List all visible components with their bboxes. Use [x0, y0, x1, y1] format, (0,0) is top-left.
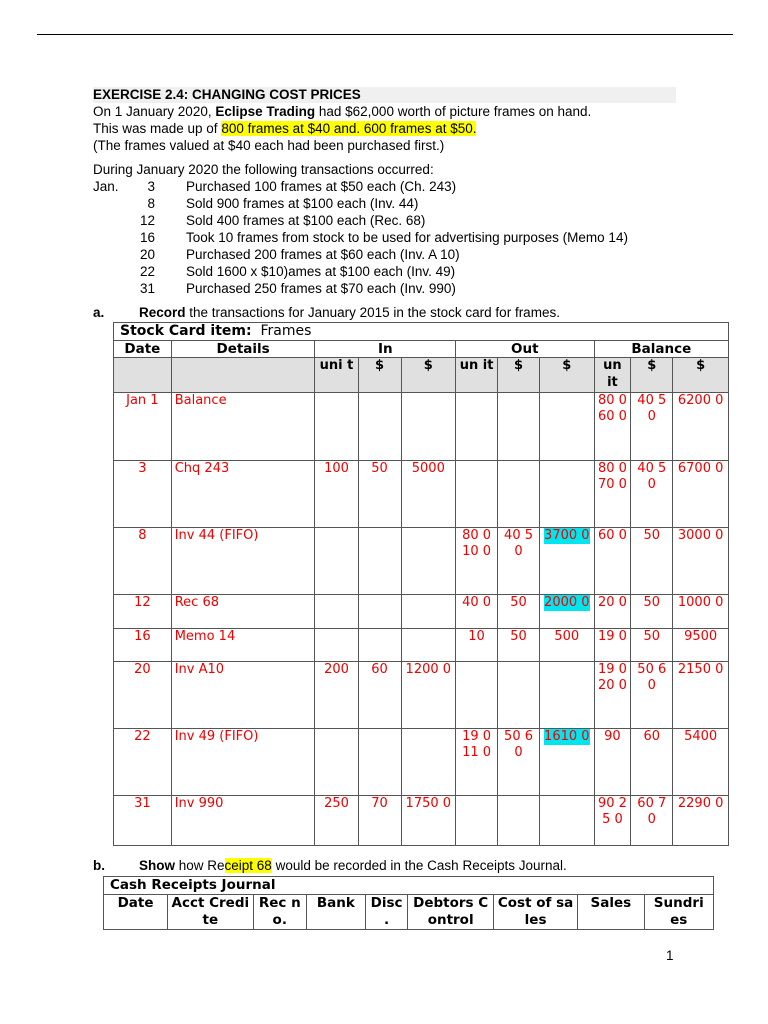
in-units-value: 100: [324, 460, 349, 476]
part-b-letter: b.: [93, 858, 105, 873]
cell-balance-price: [631, 795, 673, 845]
cell-balance-total: [673, 795, 729, 845]
transaction-text: Purchased 200 frames at $60 each (Inv. A 10): [186, 247, 460, 262]
transaction-day: 22: [139, 264, 155, 279]
cell-balance-total: [673, 527, 729, 594]
stock-card-item: [114, 323, 729, 341]
cell-date: [114, 628, 172, 661]
date-value: 16: [134, 628, 151, 644]
cell-out-price: [498, 594, 540, 628]
balance-units-value: 80 0 60 0: [597, 392, 627, 425]
journal-header-cell: Disc .: [365, 895, 408, 930]
header-balance: Balance: [594, 341, 728, 358]
item-value: Frames: [260, 323, 312, 339]
subheader-unit-balance: un it: [594, 358, 631, 393]
journal-header-row: [104, 895, 714, 930]
cell-out-price: [498, 460, 540, 527]
balance-total-value: 2150 0: [677, 661, 724, 677]
cell-out-total: [540, 460, 595, 527]
cell-out-units: [456, 527, 498, 594]
date-value: 3: [138, 460, 147, 476]
cell-in-price: [358, 460, 401, 527]
subheader-price-in: $: [358, 358, 401, 393]
balance-price-value: 40 50: [637, 460, 667, 493]
stock-card-row: [114, 661, 729, 728]
cell-out-total: [540, 728, 595, 795]
cell-balance-total: [673, 460, 729, 527]
cell-in-total: [401, 460, 456, 527]
journal-header-cell: Date: [104, 895, 168, 930]
cell-out-units: [456, 628, 498, 661]
out-price-value: 50: [510, 594, 527, 610]
intro-line-3: (The frames valued at $40 each had been purchased first.): [93, 138, 445, 153]
subheader-total-in: $: [401, 358, 456, 393]
date-value: 20: [134, 661, 151, 677]
intro-line-1: [93, 104, 591, 120]
cell-out-total: [540, 795, 595, 845]
cell-out-price: [498, 795, 540, 845]
intro-text: had $62,000 worth of picture frames on hand.: [315, 104, 592, 119]
subheader-total-balance: $: [673, 358, 729, 393]
date-value: Jan 1: [126, 392, 159, 408]
cell-in-price: [358, 728, 401, 795]
stock-card-row: [114, 594, 729, 628]
date-value: 12: [134, 594, 151, 610]
transaction-day: 3: [147, 179, 155, 194]
balance-total-value: 2290 0: [677, 795, 724, 811]
details-value: Memo 14: [174, 628, 236, 644]
cell-in-total: [401, 661, 456, 728]
cell-balance-price: [631, 728, 673, 795]
balance-total-value: 5400: [684, 728, 718, 744]
cell-in-units: [315, 728, 358, 795]
balance-price-value: 50: [643, 527, 661, 543]
in-units-value: 250: [324, 795, 349, 811]
in-total-value: 1200 0: [405, 661, 452, 677]
cell-details: [171, 392, 315, 460]
instruction-verb: Record: [139, 305, 186, 320]
cell-out-units: [456, 728, 498, 795]
subheader-unit-out: un it: [456, 358, 498, 393]
cell-details: [171, 795, 315, 845]
transactions-month: Jan.: [93, 179, 119, 194]
cell-out-units: [456, 661, 498, 728]
cell-details: [171, 460, 315, 527]
balance-total-value: 6200 0: [677, 392, 724, 408]
out-total-value: 1610 0: [544, 728, 590, 744]
cell-in-price: [358, 795, 401, 845]
cell-out-total: [540, 527, 595, 594]
out-price-value: 40 50: [504, 527, 533, 560]
cell-balance-total: [673, 661, 729, 728]
in-price-value: 60: [371, 661, 388, 677]
date-value: 22: [134, 728, 151, 744]
journal-header-cell: Debtors Control: [408, 895, 493, 930]
part-a-letter: a.: [93, 305, 105, 320]
highlighted-text: 800 frames at $40 and. 600 frames at $50.: [221, 121, 477, 136]
in-units-value: 200: [324, 661, 349, 677]
transaction-day: 8: [147, 196, 155, 211]
out-total-value: 2000 0: [544, 594, 590, 610]
journal-header-cell: Sales: [578, 895, 644, 930]
cell-date: [114, 594, 172, 628]
journal-title-row: [104, 877, 714, 895]
out-units-value: 10: [468, 628, 485, 644]
cell-balance-units: [594, 460, 631, 527]
journal-header-cell: Bank: [306, 895, 365, 930]
details-value: Inv 49 (FIFO): [174, 728, 259, 744]
cell-details: [171, 728, 315, 795]
cell-out-units: [456, 392, 498, 460]
header-details: Details: [171, 341, 315, 358]
stock-card-table: [113, 322, 729, 846]
out-units-value: 19 0 11 0: [462, 728, 492, 761]
balance-units-value: 90: [604, 728, 621, 744]
subheader-total-out: $: [540, 358, 595, 393]
stock-card-row: [114, 628, 729, 661]
cell-in-total: [401, 795, 456, 845]
cell-balance-price: [631, 628, 673, 661]
stock-card-header-row: [114, 341, 729, 358]
balance-total-value: 9500: [684, 628, 718, 644]
out-units-value: 40 0: [462, 594, 492, 610]
part-b-instruction: [139, 858, 567, 874]
cell-out-total: [540, 392, 595, 460]
balance-units-value: 80 0 70 0: [597, 460, 627, 493]
header-rule: [37, 34, 733, 35]
cell-out-price: [498, 527, 540, 594]
out-total-value: 3700 0: [544, 527, 590, 543]
balance-price-value: 50: [643, 594, 661, 610]
cell-in-units: [315, 527, 358, 594]
cell-details: [171, 594, 315, 628]
details-value: Inv 44 (FIFO): [174, 527, 259, 543]
cell-in-units: [315, 628, 358, 661]
balance-price-value: 40 50: [637, 392, 667, 425]
out-total-value: 500: [554, 628, 580, 644]
cell-in-price: [358, 661, 401, 728]
in-total-value: 5000: [411, 460, 445, 476]
cell-in-total: [401, 628, 456, 661]
highlighted-text: ceipt 68: [224, 858, 272, 873]
cell-balance-units: [594, 728, 631, 795]
balance-units-value: 90 25 0: [597, 795, 627, 828]
cell-in-price: [358, 628, 401, 661]
balance-units-value: 20 0: [597, 594, 627, 610]
intro-line-2: [93, 121, 476, 137]
out-price-value: 50 60: [504, 728, 533, 761]
cell-in-price: [358, 392, 401, 460]
instruction-text: would be recorded in the Cash Receipts Journal.: [271, 858, 567, 873]
cell-out-total: [540, 594, 595, 628]
cell-in-units: [315, 661, 358, 728]
cell-in-price: [358, 527, 401, 594]
journal-header-cell: Rec no.: [253, 895, 306, 930]
balance-price-value: 60: [643, 728, 661, 744]
part-a-instruction: [139, 305, 560, 321]
out-units-value: 80 0 10 0: [462, 527, 492, 560]
out-price-value: 50: [510, 628, 527, 644]
cell-out-total: [540, 628, 595, 661]
cell-balance-units: [594, 795, 631, 845]
cell-date: [114, 728, 172, 795]
balance-total-value: 6700 0: [677, 460, 724, 476]
intro-text: On 1 January 2020,: [93, 104, 216, 119]
cell-out-price: [498, 392, 540, 460]
cell-balance-units: [594, 527, 631, 594]
stock-card-row: [114, 392, 729, 460]
cell-date: [114, 460, 172, 527]
instruction-verb: Show: [139, 858, 175, 873]
header-date: Date: [114, 341, 172, 358]
transaction-day: 31: [139, 281, 155, 296]
in-price-value: 50: [371, 460, 388, 476]
transaction-text: Sold 1600 x $10)ames at $100 each (Inv. 49): [186, 264, 456, 279]
cell-balance-price: [631, 594, 673, 628]
journal-header-cell: Sundri es: [644, 895, 714, 930]
cell-date: [114, 392, 172, 460]
cell-in-price: [358, 594, 401, 628]
transaction-text: Took 10 frames from stock to be used for advertising purposes (Memo 14): [186, 230, 628, 245]
transaction-text: Sold 900 frames at $100 each (Inv. 44): [186, 196, 419, 211]
intro-line-4: During January 2020 the following transactions occurred:: [93, 162, 434, 177]
cell-out-price: [498, 728, 540, 795]
in-price-value: 70: [371, 795, 388, 811]
cell-out-units: [456, 594, 498, 628]
instruction-text: the transactions for January 2015 in the stock card for frames.: [185, 305, 560, 320]
cell-date: [114, 527, 172, 594]
cell-balance-total: [673, 594, 729, 628]
details-value: Inv 990: [174, 795, 224, 811]
balance-price-value: 50 60: [637, 661, 667, 694]
stock-card-row: [114, 527, 729, 594]
transaction-text: Sold 400 frames at $100 each (Rec. 68): [186, 213, 426, 228]
stock-card-subheader-row: [114, 358, 729, 393]
cell-in-units: [315, 392, 358, 460]
stock-card-item-row: [114, 323, 729, 341]
subheader-price-balance: $: [631, 358, 673, 393]
cell-in-units: [315, 594, 358, 628]
balance-units-value: 19 0 20 0: [597, 661, 627, 694]
page-number: 1: [666, 948, 674, 963]
details-value: Chq 243: [174, 460, 230, 476]
details-value: Rec 68: [174, 594, 219, 610]
header-out: Out: [456, 341, 595, 358]
cell-balance-units: [594, 392, 631, 460]
cell-in-total: [401, 728, 456, 795]
cell-balance-total: [673, 628, 729, 661]
details-value: Balance: [174, 392, 227, 408]
cell-out-total: [540, 661, 595, 728]
transaction-text: Purchased 250 frames at $70 each (Inv. 990): [186, 281, 456, 296]
cell-balance-units: [594, 594, 631, 628]
transaction-text: Purchased 100 frames at $50 each (Ch. 243): [186, 179, 457, 194]
company-name: Eclipse Trading: [215, 104, 316, 119]
balance-units-value: 60 0: [597, 527, 627, 543]
journal-header-cell: Acct Credite: [168, 895, 253, 930]
subheader-blank: [171, 358, 315, 393]
cell-out-price: [498, 661, 540, 728]
cell-balance-price: [631, 527, 673, 594]
cell-balance-units: [594, 628, 631, 661]
cell-out-price: [498, 628, 540, 661]
stock-card-row: [114, 460, 729, 527]
subheader-blank: [114, 358, 172, 393]
cash-receipts-journal: [103, 876, 714, 930]
balance-total-value: 3000 0: [677, 527, 724, 543]
cell-balance-price: [631, 392, 673, 460]
cell-balance-price: [631, 460, 673, 527]
exercise-title: EXERCISE 2.4: CHANGING COST PRICES: [93, 87, 676, 103]
balance-price-value: 50: [643, 628, 661, 644]
balance-units-value: 19 0: [597, 628, 627, 644]
cell-balance-units: [594, 661, 631, 728]
cell-in-units: [315, 460, 358, 527]
journal-title: Cash Receipts Journal: [104, 877, 714, 895]
in-total-value: 1750 0: [405, 795, 452, 811]
item-label: Stock Card item:: [120, 323, 252, 339]
header-in: In: [315, 341, 456, 358]
transaction-day: 20: [139, 247, 155, 262]
cell-details: [171, 527, 315, 594]
cell-date: [114, 661, 172, 728]
cell-out-units: [456, 795, 498, 845]
subheader-unit-in: uni t: [315, 358, 358, 393]
cell-balance-total: [673, 728, 729, 795]
instruction-text: how Re: [175, 858, 225, 873]
cell-in-total: [401, 392, 456, 460]
cell-details: [171, 661, 315, 728]
cell-in-total: [401, 594, 456, 628]
date-value: 8: [138, 527, 147, 543]
balance-total-value: 1000 0: [677, 594, 724, 610]
details-value: Inv A10: [174, 661, 225, 677]
cell-date: [114, 795, 172, 845]
intro-text: This was made up of: [93, 121, 222, 136]
stock-card-row: [114, 728, 729, 795]
cell-in-units: [315, 795, 358, 845]
transaction-day: 16: [139, 230, 155, 245]
cell-balance-price: [631, 661, 673, 728]
transaction-day: 12: [139, 213, 155, 228]
stock-card-row: [114, 795, 729, 845]
date-value: 31: [134, 795, 151, 811]
cell-details: [171, 628, 315, 661]
journal-header-cell: Cost of sales: [493, 895, 577, 930]
cell-in-total: [401, 527, 456, 594]
cell-out-units: [456, 460, 498, 527]
subheader-price-out: $: [498, 358, 540, 393]
balance-price-value: 60 70: [637, 795, 667, 828]
cell-balance-total: [673, 392, 729, 460]
